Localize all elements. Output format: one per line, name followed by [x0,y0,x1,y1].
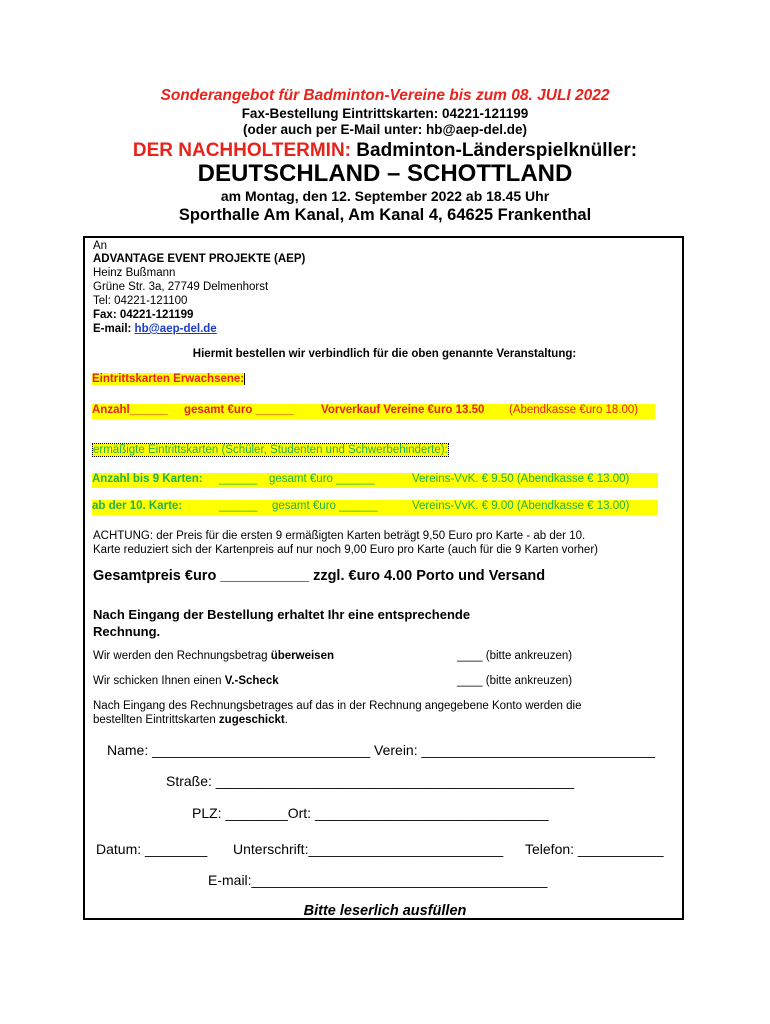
price-note-line-2: Karte reduziert sich der Kartenpreis auf nur noch 9,00 Euro pro Karte (auch für die 9 Karten vorher) [93,544,598,556]
adult-abendkasse-price: (Abendkasse €uro 18.00) [509,404,639,416]
payment-option-transfer-checkbox[interactable]: ____ (bitte ankreuzen) [457,650,573,662]
address-name: Heinz Bußmann [93,267,176,279]
email-order-line: (oder auch per E-Mail unter: hb@aep-del.de) [243,122,527,137]
name-verein-field[interactable]: Name: ____________________________ Verein: ______________________________ [107,742,656,758]
telefon-field[interactable]: Telefon: ___________ [525,841,664,857]
reduced-row-1-label: Anzahl bis 9 Karten: [92,473,203,485]
address-tel: Tel: 04221-121100 [93,295,188,307]
reduced-row-1-gesamt[interactable]: gesamt €uro ______ [269,473,375,485]
email-field[interactable]: E-mail:______________________________________ [208,872,548,888]
total-price-line[interactable]: Gesamtpreis €uro ___________ zzgl. €uro 4.00 Porto und Versand [93,568,546,584]
event-date: am Montag, den 12. September 2022 ab 18.45 Uhr [220,188,550,204]
fax-order-line: Fax-Bestellung Eintrittskarten: 04221-121199 [241,106,529,121]
reduced-row-2-price: Vereins-VvK. € 9.00 (Abendkasse € 13.00) [412,500,630,512]
nachholtermin-label: DER NACHHOLTERMIN: [132,140,352,161]
match-title: DEUTSCHLAND – SCHOTTLAND [197,160,573,187]
event-venue: Sporthalle Am Kanal, Am Kanal 4, 64625 Frankenthal [178,206,592,224]
plz-ort-field[interactable]: PLZ: ________Ort: ______________________________ [192,805,549,821]
reduced-row-2-gesamt[interactable]: gesamt €uro ______ [272,500,378,512]
reduced-row-1 [92,473,658,488]
adult-heading: Eintrittskarten Erwachsene: [92,373,245,385]
payment-option-cheque: Wir schicken Ihnen einen V.-Scheck [93,675,279,687]
adult-row [92,404,655,419]
order-intro: Hiermit bestellen wir verbindlich für die oben genannte Veranstaltung: [192,348,577,360]
reduced-row-2 [92,500,658,515]
address-company: ADVANTAGE EVENT PROJEKTE (AEP) [93,253,306,265]
adult-gesamt[interactable]: gesamt €uro ______ [184,404,294,416]
reduced-row-1-price: Vereins-VvK. € 9.50 (Abendkasse € 13.00) [412,473,630,485]
strasse-field[interactable]: Straße: ______________________________________________ [166,773,574,789]
event-title-line [0,140,770,162]
event-title: Badminton-Länderspielknüller: [356,140,638,161]
unterschrift-field[interactable]: Unterschrift:_________________________ [233,841,504,857]
delivery-note-line-1: Nach Eingang des Rechnungsbetrages auf das in der Rechnung angegebene Konto werden die [93,700,582,712]
address-email-line [93,323,217,335]
address-fax: Fax: 04221-121199 [93,309,194,321]
reduced-row-2-anzahl[interactable]: ______ [219,500,258,512]
payment-option-cheque-checkbox[interactable]: ____ (bitte ankreuzen) [457,675,573,687]
adult-vvk-price: Vorverkauf Vereine €uro 13.50 [321,404,485,416]
billing-info-line-1: Nach Eingang der Bestellung erhaltet Ihr eine entsprechende [93,607,471,622]
email-label: E-mail: [93,323,135,335]
email-link[interactable]: hb@aep-del.de [134,323,217,335]
address-an: An [93,240,108,252]
address-street: Grüne Str. 3a, 27749 Delmenhorst [93,281,269,293]
reduced-heading: ermäßigte Eintrittskarten (Schüler, Studenten und Schwerbehinderte): [93,444,448,456]
payment-option-transfer: Wir werden den Rechnungsbetrag überweisen [93,650,334,662]
delivery-note-line-2: bestellten Eintrittskarten zugeschickt. [93,714,288,726]
reduced-row-1-anzahl[interactable]: ______ [219,473,258,485]
datum-field[interactable]: Datum: ________ [96,841,208,857]
reduced-row-2-label: ab der 10. Karte: [92,500,183,512]
offer-headline: Sonderangebot für Badminton-Vereine bis zum 08. JULI 2022 [160,87,610,104]
fill-legibly-note: Bitte leserlich ausfüllen [303,903,467,919]
price-note-line-1: ACHTUNG: der Preis für die ersten 9 ermäßigten Karten beträgt 9,50 Euro pro Karte - ab der 10. [93,530,586,542]
billing-info-line-2: Rechnung. [93,624,161,639]
adult-anzahl[interactable]: Anzahl______ [92,404,169,416]
